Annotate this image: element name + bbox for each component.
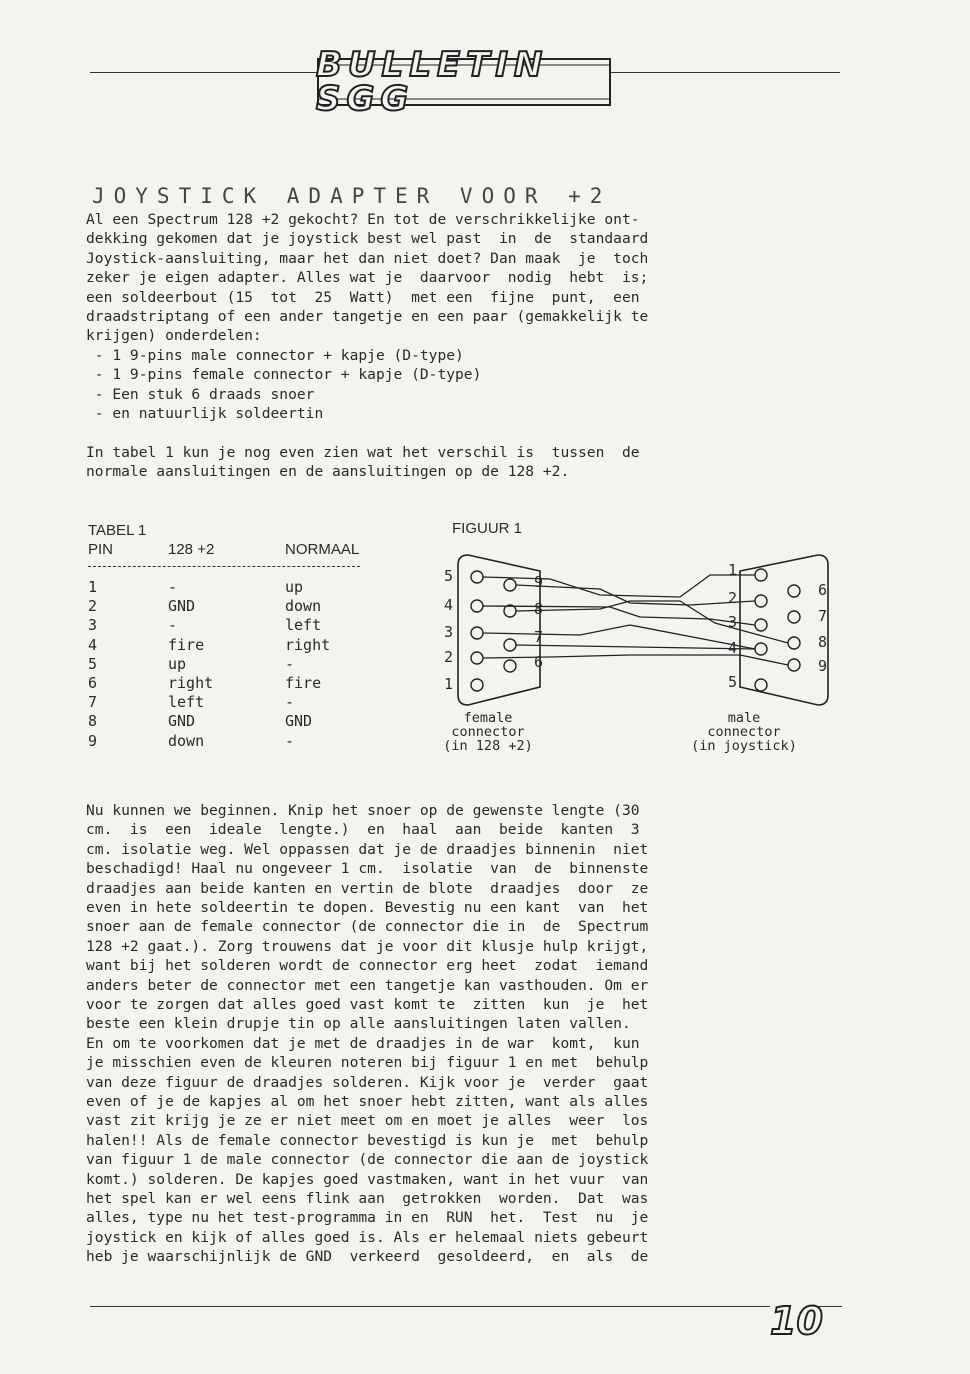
female-pin-9 — [504, 579, 516, 591]
female-pin-5 — [471, 571, 483, 583]
male-inner-pin-label: 4 — [728, 639, 738, 657]
header-rule-right — [610, 72, 840, 73]
female-inner-pin-label: 9 — [534, 573, 544, 591]
table-header-pin: PIN — [88, 541, 114, 558]
parts-list-item: - en natuurlijk soldeertin — [86, 405, 324, 422]
body-line: komt.) solderen. De kapjes goed vastmaken, want in het vuur van — [86, 1170, 649, 1188]
table-cell: left — [285, 616, 322, 635]
body-line: het spel kan er wel eens flink aan getrokken worden. Dat was — [86, 1190, 649, 1207]
page-number: 10 — [770, 1299, 823, 1343]
table-cell: up — [168, 654, 187, 673]
table-rule — [88, 566, 360, 567]
table-cell: 3 — [88, 616, 98, 635]
male-inner-pin-label: 5 — [728, 673, 738, 691]
female-connector-label: female connector (in 128 +2) — [443, 710, 533, 754]
body-line: van deze figuur de draadjes solderen. Kijk voor je verder gaat — [86, 1073, 649, 1091]
table-cell: 2 — [88, 597, 98, 616]
table-cell: fire — [168, 635, 205, 654]
wire — [516, 645, 755, 649]
table-cell: GND — [168, 597, 196, 616]
parts-list-item: - 1 9-pins female connector + kapje (D-type) — [86, 366, 482, 384]
table-note-line: In tabel 1 kun je nog even zien wat het verschil is tussen de — [86, 444, 640, 461]
body-line: beste een klein drupje tin op alle aansluitingen laten vallen. — [86, 1015, 631, 1033]
table-cell: right — [285, 635, 331, 654]
male-pin-7 — [788, 611, 800, 623]
parts-list-item: - 1 9-pins male connector + kapje (D-type) — [86, 346, 464, 364]
table-cell: down — [285, 597, 322, 616]
table-cell: GND — [168, 712, 196, 731]
body-line: snoer aan de female connector (de connector die in de Spectrum — [86, 918, 649, 936]
body-line: Nu kunnen we beginnen. Knip het snoer op de gewenste lengte (30 — [86, 802, 640, 819]
table-cell: down — [168, 731, 205, 750]
body-line: van figuur 1 de male connector (de connector die aan de joystick — [86, 1151, 649, 1169]
body-line: vast zit krijg je ze er niet meet om en moet je alles weer los — [86, 1112, 649, 1130]
body-line: heb je waarschijnlijk de GND verkeerd gesoldeerd, en als de — [86, 1248, 649, 1266]
header-rule-left — [90, 72, 318, 73]
male-pin-9 — [788, 659, 800, 671]
intro-line: krijgen) onderdelen: — [86, 327, 262, 345]
male-outer-pin-label: 7 — [818, 607, 828, 625]
table-cell: - — [285, 731, 295, 750]
table-cell: right — [168, 674, 214, 692]
table-cell: up — [285, 578, 304, 596]
table-header-128: 128 +2 — [168, 541, 215, 558]
wire — [516, 585, 755, 605]
male-pin-2 — [755, 595, 767, 607]
male-inner-pin-label: 3 — [728, 613, 738, 631]
table-cell: left — [168, 693, 205, 712]
article-title: JOYSTICK ADAPTER VOOR +2 — [92, 184, 612, 209]
female-inner-pin-label: 8 — [534, 600, 544, 618]
table-note-line: normale aansluitingen en de aansluitingen op de 128 +2. — [86, 463, 570, 481]
table-cell: GND — [285, 712, 313, 731]
female-outer-pin-label: 5 — [444, 567, 454, 585]
table-cell: - — [285, 654, 295, 673]
wire-bundle — [483, 575, 788, 665]
table-cell: - — [285, 693, 295, 712]
table-cell: 9 — [88, 731, 98, 750]
male-outer-pin-label: 8 — [818, 633, 828, 651]
intro-line: Joystick-aansluiting, maar het dan niet doet? Dan maak je toch — [86, 249, 649, 267]
body-line: En om te voorkomen dat je met de draadjes in de war komt, kun — [86, 1034, 640, 1052]
table-cell: 8 — [88, 712, 98, 731]
male-inner-pin-label: 1 — [728, 561, 738, 579]
intro-line: draadstriptang of een ander tangetje en een paar (gemakkelijk te — [86, 308, 649, 325]
bulletin-banner — [316, 45, 612, 119]
table-cell: - — [168, 578, 178, 596]
connector-diagram — [430, 545, 850, 754]
male-pin-3 — [755, 619, 767, 631]
body-line: anders beter de connector met een tangetje kan vasthouden. Om er — [86, 976, 649, 994]
body-line: voor te zorgen dat alles goed vast komt te zitten kun je het — [86, 996, 649, 1013]
male-outer-pin-label: 9 — [818, 657, 828, 675]
table-cell: - — [168, 616, 178, 635]
body-line: 128 +2 gaat.). Zorg trouwens dat je voor dit klusje hulp krijgt, — [86, 937, 649, 955]
table-cell: 4 — [88, 635, 98, 654]
wiring-diagram — [430, 545, 850, 715]
body-line: draadjes aan beide kanten en vertin de blote draadjes door ze — [86, 879, 649, 897]
male-inner-pin-label: 2 — [728, 589, 738, 607]
female-pin-4 — [471, 600, 483, 612]
parts-list-item: - Een stuk 6 draads snoer — [86, 385, 315, 403]
body-line: cm. is een ideale lengte.) en haal aan beide kanten 3 — [86, 821, 640, 839]
table-cell: 6 — [88, 674, 98, 692]
table-header-normaal: NORMAAL — [285, 541, 360, 558]
table-title: TABEL 1 — [88, 522, 147, 539]
body-line: je misschien even de kleuren noteren bij figuur 1 en met behulp — [86, 1054, 649, 1072]
table-cell: fire — [285, 674, 322, 692]
intro-line: zeker je eigen adapter. Alles wat je daarvoor nodig hebt is; — [86, 269, 649, 287]
male-pin-6 — [788, 585, 800, 597]
wire — [516, 601, 788, 643]
male-connector-shell — [740, 555, 828, 705]
body-line: even of je de kapjes al om het snoer hebt zitten, want als alles — [86, 1093, 649, 1110]
table-cell: 5 — [88, 654, 98, 673]
footer-rule — [90, 1306, 770, 1307]
male-outer-pin-label: 6 — [818, 581, 828, 599]
body-line: beschadigd! Haal nu ongeveer 1 cm. isolatie van de binnenste — [86, 860, 649, 878]
female-pin-7 — [504, 639, 516, 651]
female-pin-3 — [471, 627, 483, 639]
female-outer-pin-label: 4 — [444, 596, 454, 614]
body-line: joystick en kijk of alles goed is. Als er helemaal niets gebeurt — [86, 1228, 649, 1246]
body-line: alles, type nu het test-programma in en RUN het. Test nu je — [86, 1209, 649, 1227]
female-pin-2 — [471, 652, 483, 664]
wire — [483, 655, 788, 665]
body-line: want bij het solderen wordt de connector erg heet zodat iemand — [86, 957, 649, 975]
female-outer-pin-label: 1 — [444, 675, 454, 693]
male-pin-1 — [755, 569, 767, 581]
female-inner-pin-label: 7 — [534, 628, 544, 646]
body-line: even in hete soldeertin te dopen. Bevestig nu een kant van het — [86, 899, 649, 916]
intro-line: dekking gekomen dat je joystick best wel past in de standaard — [86, 230, 649, 248]
male-pin-8 — [788, 637, 800, 649]
female-pin-6 — [504, 660, 516, 672]
body-line: cm. isolatie weg. Wel oppassen dat je de draadjes binnenin niet — [86, 840, 649, 858]
intro-line: een soldeerbout (15 tot 25 Watt) met een fijne punt, een — [86, 288, 640, 306]
figure-title: FIGUUR 1 — [452, 520, 523, 537]
female-outer-pin-label: 2 — [444, 648, 454, 666]
male-pin-5 — [755, 679, 767, 691]
female-outer-pin-label: 3 — [444, 623, 454, 641]
female-inner-pin-label: 6 — [534, 653, 544, 671]
female-pin-1 — [471, 679, 483, 691]
banner-title: BULLETIN SGG — [316, 45, 549, 119]
table-cell: 1 — [88, 578, 98, 596]
table-cell: 7 — [88, 693, 98, 712]
intro-line: Al een Spectrum 128 +2 gekocht? En tot de verschrikkelijke ont- — [86, 211, 640, 228]
male-connector-label: male connector (in joystick) — [691, 710, 797, 754]
male-pin-4 — [755, 643, 767, 655]
body-line: halen!! Als de female connector bevestigd is kun je met behulp — [86, 1131, 649, 1149]
